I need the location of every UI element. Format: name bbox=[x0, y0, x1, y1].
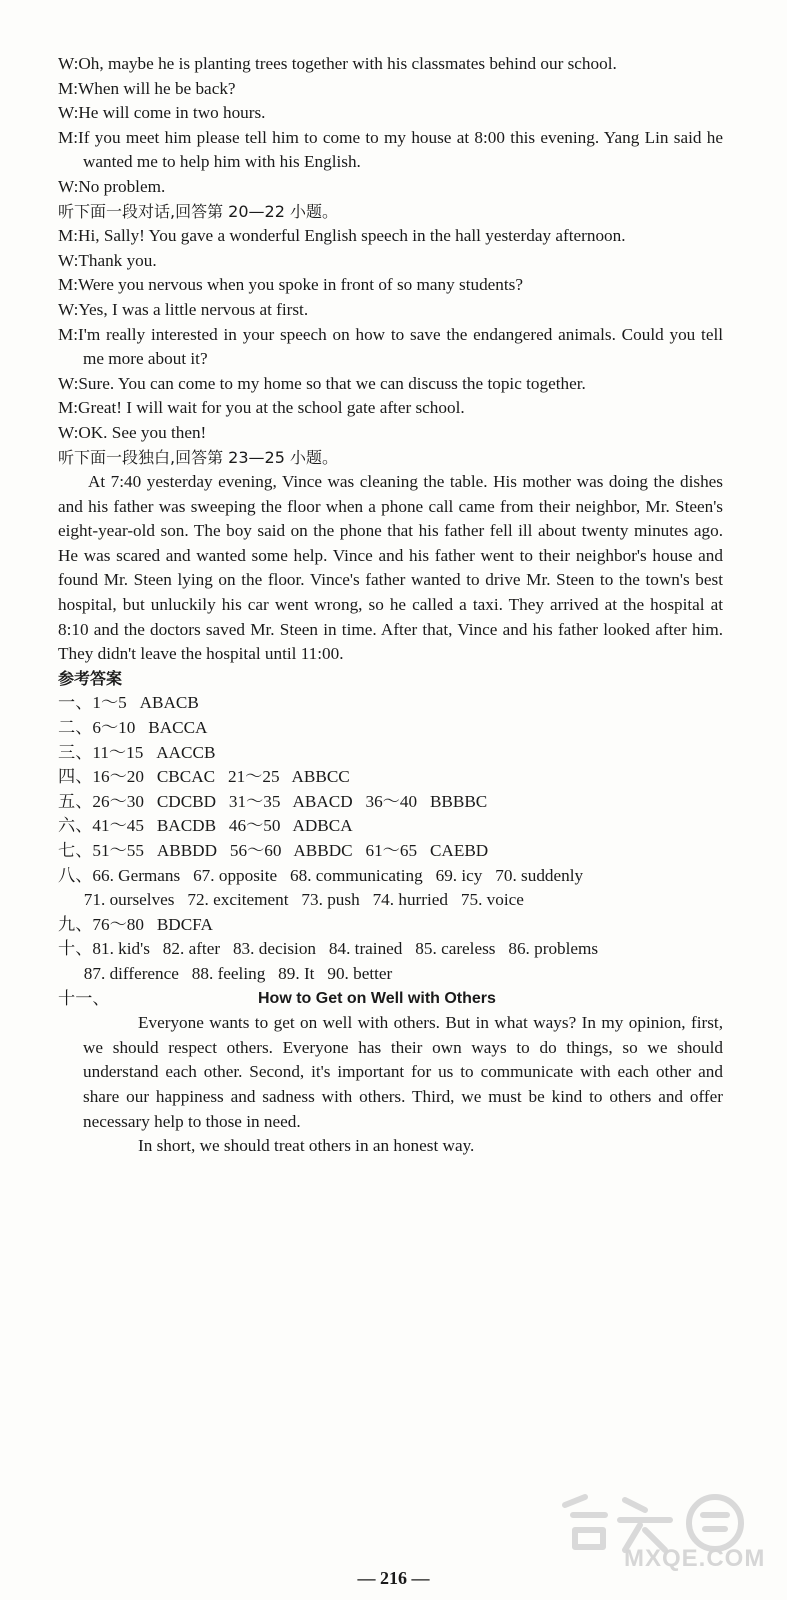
answer-key bbox=[58, 691, 723, 986]
watermark-text: MXQE.COM bbox=[624, 1545, 766, 1572]
dialogue-line: M:If you meet him please tell him to come to my house at 8:00 this evening. Yang Lin said he wanted me to help him with his English. bbox=[58, 127, 723, 172]
dialogue-line: W:Thank you. bbox=[58, 250, 157, 270]
answer-row: 八、66. Germans 67. opposite 68. communicating 69. icy 70. suddenly bbox=[58, 865, 584, 885]
essay-paragraph-2: In short, we should treat others in an honest way. bbox=[138, 1136, 475, 1156]
dialogue-line: M:When will he be back? bbox=[58, 78, 236, 98]
essay-heading bbox=[58, 987, 723, 1012]
answer-row: 四、16～20 CBCAC 21～25 ABBCC bbox=[58, 767, 350, 787]
dialogue-line: M:Were you nervous when you spoke in front of so many students? bbox=[58, 275, 523, 295]
dialogue-a bbox=[58, 52, 723, 200]
answer-row: 71. ourselves 72. excitement 73. push 74. hurried 75. voice bbox=[58, 890, 524, 910]
document-page bbox=[58, 52, 723, 1159]
dialogue-line: W:No problem. bbox=[58, 176, 166, 196]
dialogue-line: W:OK. See you then! bbox=[58, 422, 207, 442]
dialogue-line: W:He will come in two hours. bbox=[58, 103, 266, 123]
essay-title: How to Get on Well with Others bbox=[258, 989, 496, 1007]
answer-row: 87. difference 88. feeling 89. It 90. better bbox=[58, 963, 393, 983]
answer-row: 七、51～55 ABBDD 56～60 ABBDC 61～65 CAEBD bbox=[58, 841, 489, 860]
dialogue-b bbox=[58, 224, 723, 445]
answers-title: 参考答案 bbox=[58, 668, 123, 688]
dialogue-line: M:Hi, Sally! You gave a wonderful English speech in the hall yesterday afternoon. bbox=[58, 226, 626, 246]
monologue-paragraph: At 7:40 yesterday evening, Vince was cleaning the table. His mother was doing the dishes and his father was sweeping the floor when a phone call came from their neighbor, Mr. Steen's eight-year-old son. The boy said on the phone that his father fell ill about twenty minutes ago. He was scared and wanted some help. Vince and his father went to their neighbor's house and found Mr. Steen lying on the floor. Vince's father wanted to drive Mr. Steen to the town's best hospital, but unluckily his car went wrong, so he called a taxi. They arrived at the hospital at 8:10 and the doctors saved Mr. Steen in time. After that, Vince and his father looked after him. They didn't leave the hospital until 11:00. bbox=[58, 472, 723, 664]
page-number: — 216 — bbox=[357, 1568, 430, 1588]
answer-row: 九、76～80 BDCFA bbox=[58, 914, 213, 934]
answer-row: 五、26～30 CDCBD 31～35 ABACD 36～40 BBBBC bbox=[58, 791, 488, 811]
answer-row: 十、81. kid's 82. after 83. decision 84. trained 85. careless 86. problems bbox=[58, 939, 599, 959]
answer-row: 一、1～5 ABACB bbox=[58, 693, 199, 713]
answer-row: 三、11～15 AACCB bbox=[58, 742, 216, 762]
essay-paragraph-1: Everyone wants to get on well with others. But in what ways? In my opinion, first, we should respect others. Everyone has their own ways to do things, so we should understand each other. Second, it's important for us to communicate with each other and share our happiness and sadness with others. Third, we must be kind to others and offer necessary help to those in need. bbox=[83, 1013, 723, 1131]
dialogue-line: W:Yes, I was a little nervous at first. bbox=[58, 299, 309, 319]
answer-row: 六、41～45 BACDB 46～50 ADBCA bbox=[58, 816, 353, 836]
dialogue-line: M:Great! I will wait for you at the school gate after school. bbox=[58, 398, 465, 418]
answer-row: 二、6～10 BACCA bbox=[58, 718, 208, 738]
section-heading-20-22: 听下面一段对话,回答第 20—22 小题。 bbox=[58, 201, 338, 221]
dialogue-line: W:Sure. You can come to my home so that we can discuss the topic together. bbox=[58, 373, 586, 393]
dialogue-line: M:I'm really interested in your speech on how to save the endangered animals. Could you tell me more about it? bbox=[58, 324, 723, 369]
dialogue-line: W:Oh, maybe he is planting trees together with his classmates behind our school. bbox=[58, 54, 617, 73]
section-heading-23-25: 听下面一段独白,回答第 23—25 小题。 bbox=[58, 447, 338, 467]
essay-number: 十一、 bbox=[58, 988, 110, 1008]
